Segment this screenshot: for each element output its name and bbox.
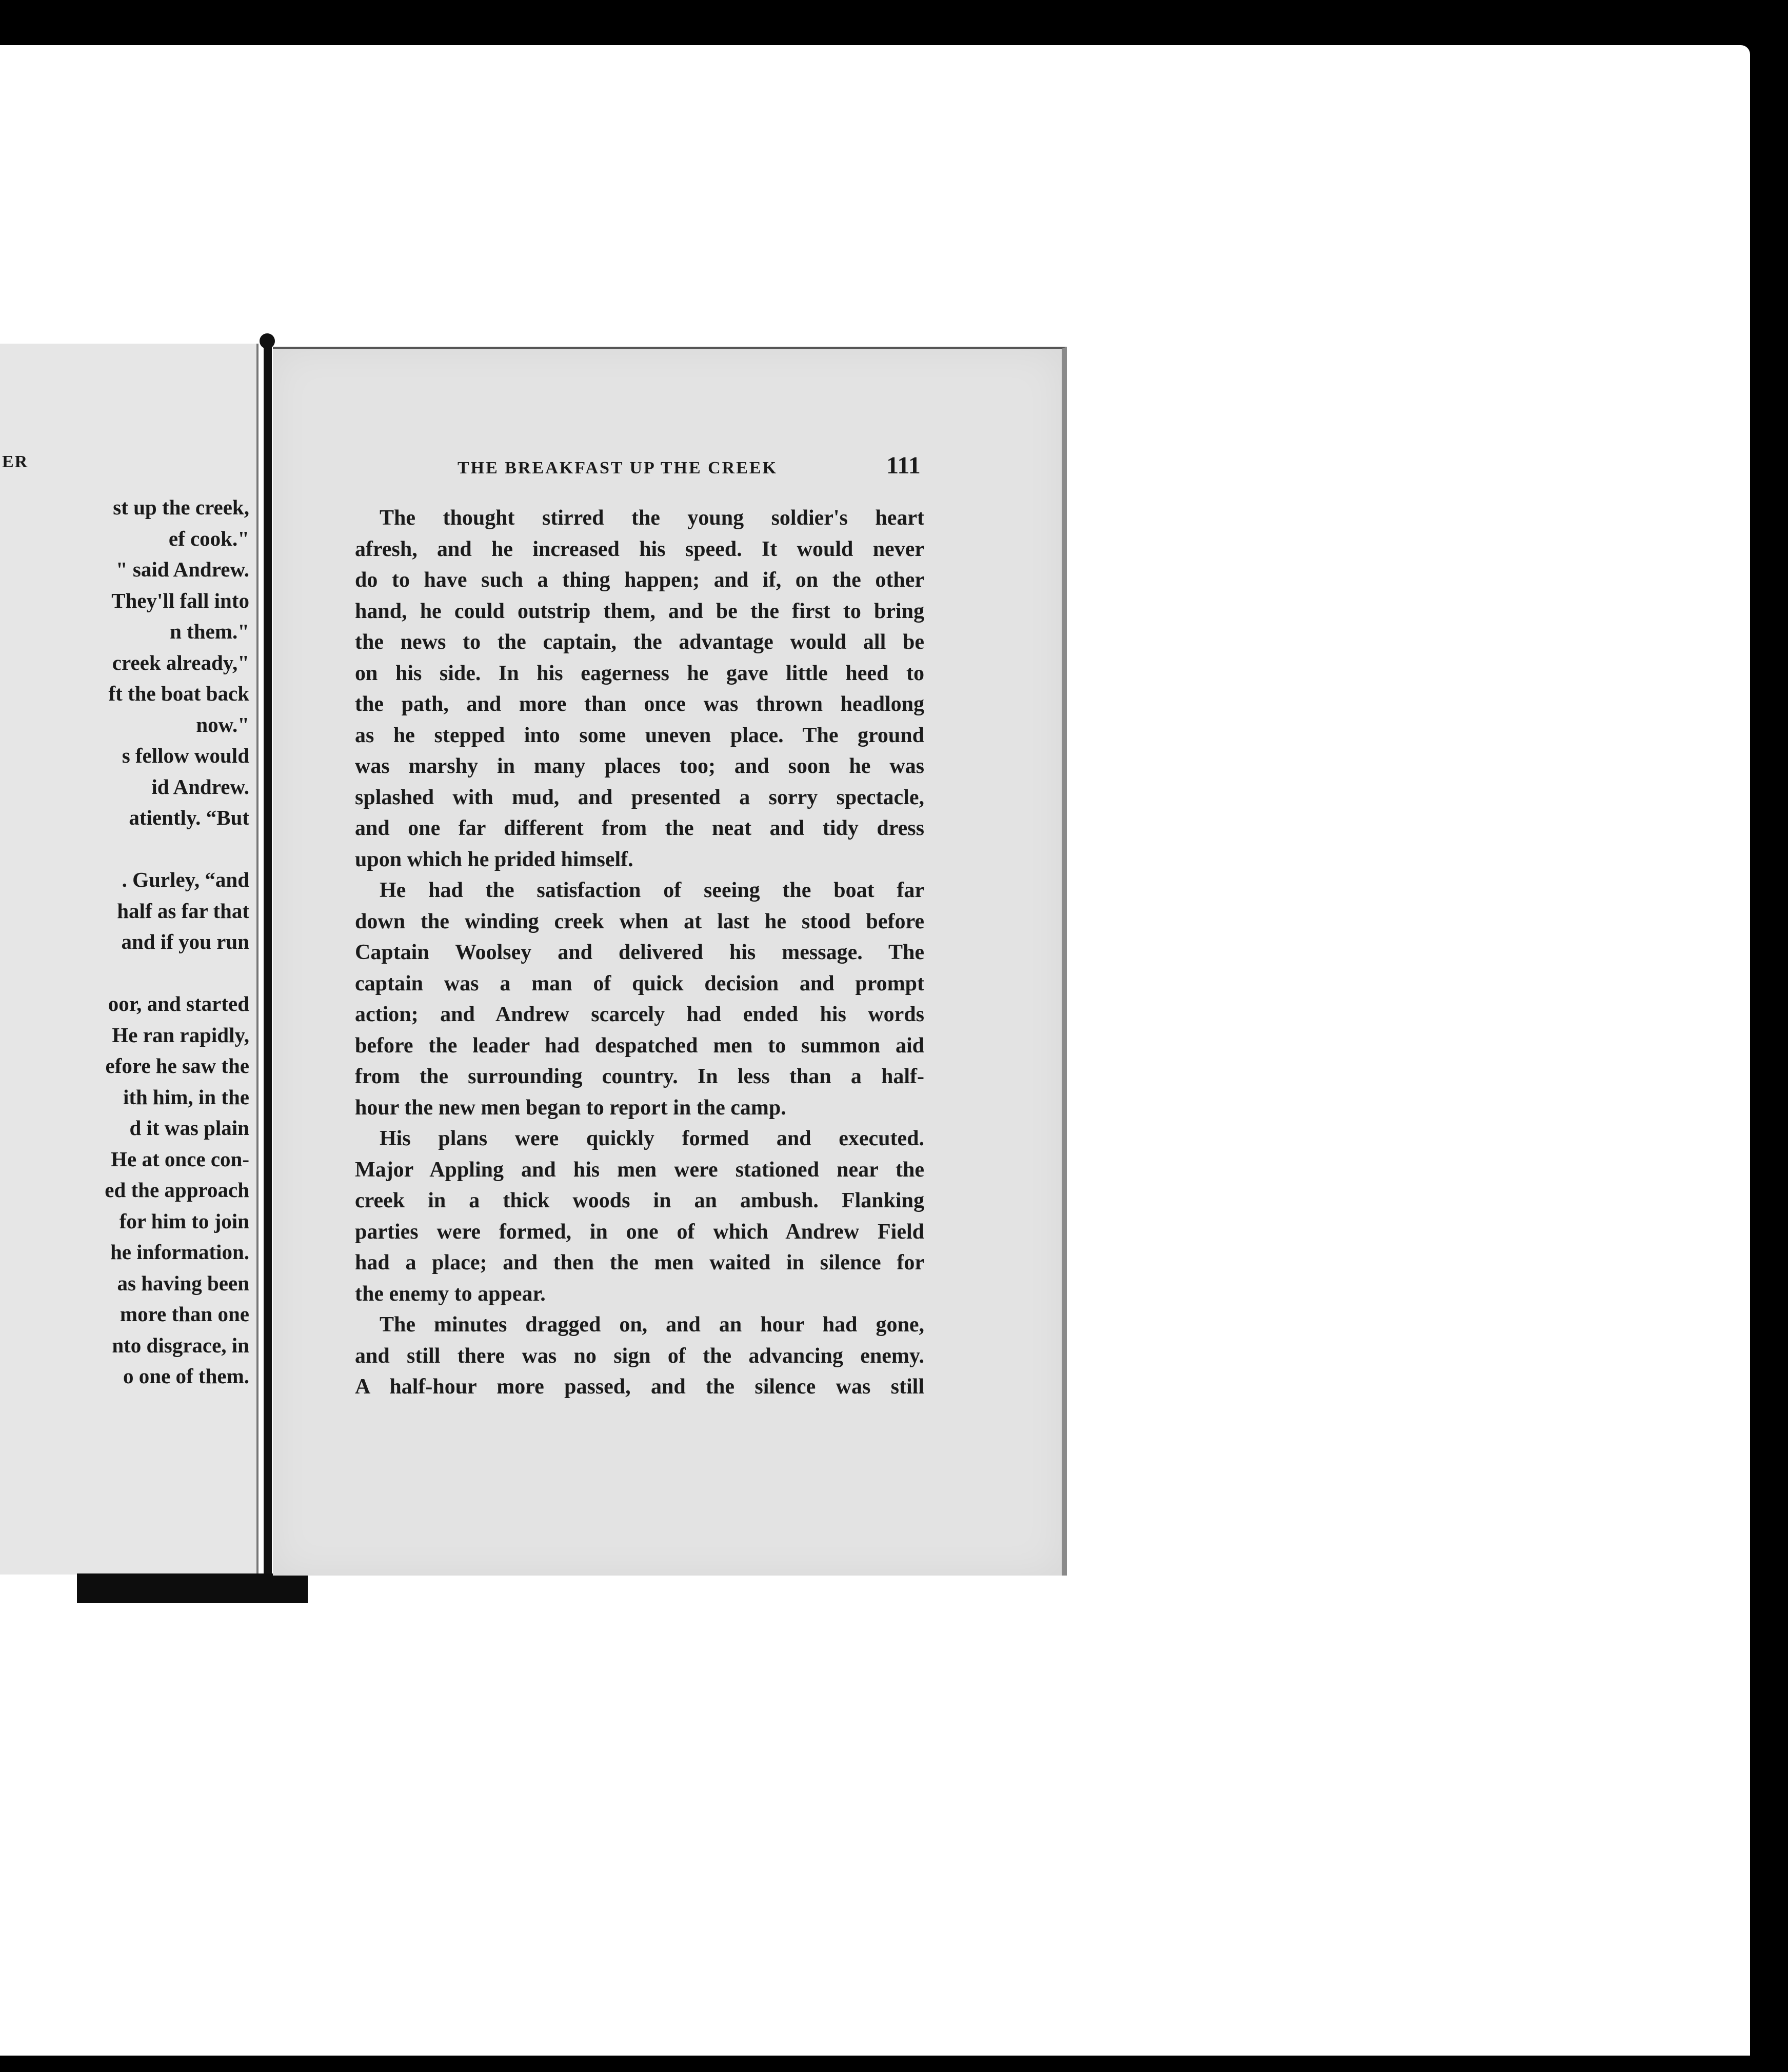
text-line: on his side. In his eagerness he gave little heed to — [355, 661, 924, 685]
text-line: from the surrounding country. In less than a half- — [355, 1065, 924, 1088]
running-head: THE BREAKFAST UP THE CREEK — [458, 459, 778, 477]
left-page — [0, 344, 259, 1575]
left-text-line: for him to join — [119, 1209, 249, 1233]
text-line: A half-hour more passed, and the silence was still — [355, 1375, 924, 1399]
right-page — [273, 347, 1067, 1576]
text-line: captain was a man of quick decision and prompt — [355, 971, 924, 995]
text-line: upon which he prided himself. — [355, 847, 633, 871]
left-text-line: as having been — [117, 1271, 249, 1295]
text-line: parties were formed, in one of which Andrew Field — [355, 1220, 924, 1244]
left-text-line: id Andrew. — [151, 774, 249, 799]
text-line: His plans were quickly formed and executed. — [380, 1127, 924, 1150]
text-line: had a place; and then the men waited in silence for — [355, 1251, 924, 1274]
text-line: was marshy in many places too; and soon he was — [355, 754, 924, 778]
left-text-line: efore he saw the — [105, 1054, 249, 1078]
text-line: creek in a thick woods in an ambush. Flanking — [355, 1189, 924, 1212]
left-text-line: he information. — [110, 1240, 249, 1264]
left-text-line: He ran rapidly, — [112, 1023, 249, 1047]
text-line: and still there was no sign of the advancing enemy. — [355, 1344, 924, 1368]
left-text-line: now." — [196, 712, 249, 736]
left-text-line: atiently. “But — [129, 806, 249, 829]
left-text-line: o one of them. — [123, 1364, 249, 1388]
text-line: He had the satisfaction of seeing the boat far — [380, 879, 924, 902]
text-line: before the leader had despatched men to summon aid — [355, 1033, 924, 1058]
page-body-text — [355, 503, 924, 1403]
text-line: the path, and more than once was thrown headlong — [355, 692, 924, 716]
left-text-line: ef cook." — [168, 526, 249, 550]
left-text-line: ith him, in the — [123, 1085, 249, 1109]
text-line: splashed with mud, and presented a sorry spectacle, — [355, 785, 924, 809]
left-text-line: st up the creek, — [113, 495, 249, 519]
left-text-line: oor, and started — [108, 992, 249, 1015]
left-text-line: " said Andrew. — [115, 557, 249, 581]
left-text-line: s fellow would — [122, 744, 249, 767]
black-tab — [77, 1573, 308, 1603]
left-text-line: d it was plain — [129, 1116, 249, 1140]
text-line: Captain Woolsey and delivered his message. The — [355, 941, 924, 964]
text-line: do to have such a thing happen; and if, on the other — [355, 568, 924, 592]
text-line: the news to the captain, the advantage would all be — [355, 630, 924, 654]
left-text-line: and if you run — [121, 930, 249, 953]
text-line: action; and Andrew scarcely had ended his words — [355, 1003, 924, 1026]
left-text-line: . Gurley, “and — [122, 868, 249, 891]
text-line: hand, he could outstrip them, and be the first to bring — [355, 599, 924, 623]
left-text-line: n them." — [170, 620, 249, 643]
text-line: The minutes dragged on, and an hour had gone, — [380, 1313, 924, 1337]
bottom-film-edge — [0, 2056, 1788, 2072]
left-text-line: He at once con- — [111, 1147, 249, 1171]
text-line: as he stepped into some uneven place. The ground — [355, 723, 924, 747]
text-line: afresh, and he increased his speed. It would never — [355, 537, 924, 561]
left-text-line: more than one — [120, 1302, 249, 1326]
left-text-line: half as far that — [117, 899, 249, 923]
left-running-head: ER — [2, 452, 29, 471]
page-number: 111 — [886, 452, 921, 479]
text-line: The thought stirred the young soldier's heart — [380, 506, 924, 530]
text-line: and one far different from the neat and tidy dress — [355, 816, 924, 840]
text-line: hour the new men began to report in the camp. — [355, 1095, 786, 1120]
left-text-line: They'll fall into — [111, 588, 249, 612]
book-gutter — [264, 338, 272, 1580]
left-text-line: ed the approach — [105, 1178, 249, 1202]
left-text-line: ft the boat back — [108, 682, 249, 705]
right-film-edge — [1755, 45, 1788, 2056]
text-line: down the winding creek when at last he stood before — [355, 909, 924, 933]
text-line: Major Appling and his men were stationed near the — [355, 1158, 924, 1182]
text-line: the enemy to appear. — [355, 1282, 546, 1306]
left-text-line: nto disgrace, in — [112, 1333, 249, 1357]
left-text-line: creek already," — [112, 650, 249, 674]
